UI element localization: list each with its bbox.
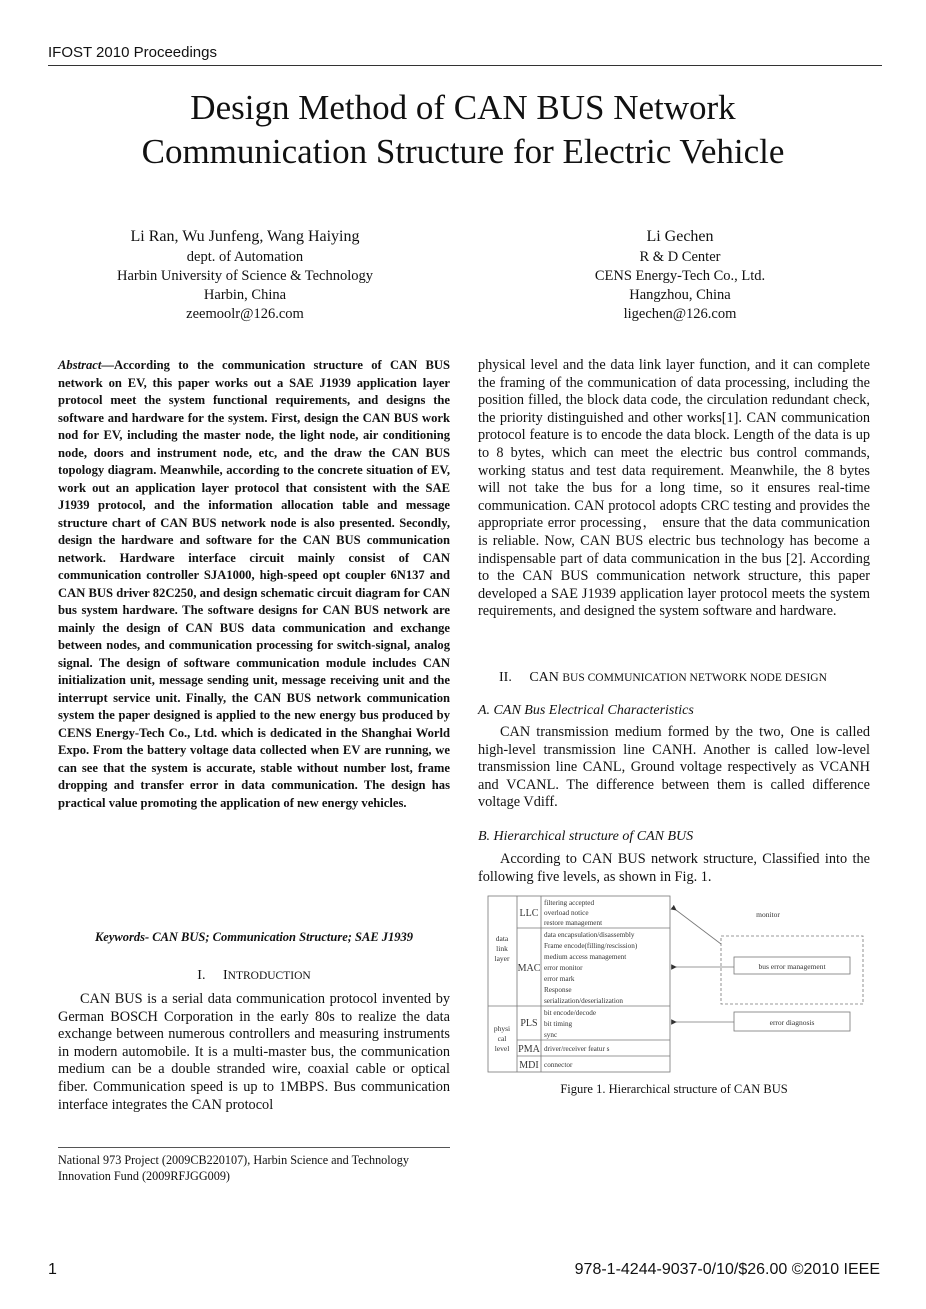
author-names: Li Ran, Wu Junfeng, Wang Haiying bbox=[130, 228, 360, 245]
subsection-heading-hierarchy: B. Hierarchical structure of CAN BUS bbox=[478, 829, 694, 844]
error-diagnosis-label: error diagnosis bbox=[769, 1018, 815, 1027]
pls-item: bit encode/decode bbox=[544, 1009, 597, 1017]
group-label: level bbox=[494, 1044, 510, 1053]
author-dept: R & D Center bbox=[639, 249, 721, 265]
author-city: Harbin, China bbox=[203, 287, 287, 303]
subsection-heading-electrical: A. CAN Bus Electrical Characteristics bbox=[478, 703, 694, 718]
heading-rest: NTRODUCTION bbox=[227, 970, 311, 982]
author-block-right bbox=[500, 226, 860, 324]
figure-caption: Figure 1. Hierarchical structure of CAN BUS bbox=[560, 1082, 788, 1096]
running-header: IFOST 2010 Proceedings bbox=[48, 44, 217, 61]
mac-item: error monitor bbox=[544, 964, 583, 972]
author-org: CENS Energy-Tech Co., Ltd. bbox=[594, 268, 766, 284]
subsection-paragraph bbox=[478, 851, 870, 886]
author-email: zeemoolr@126.com bbox=[186, 306, 304, 322]
page-number: 1 bbox=[48, 1261, 57, 1278]
author-dept: dept. of Automation bbox=[186, 249, 304, 265]
llc-item: overload notice bbox=[544, 909, 589, 917]
intro-paragraph bbox=[58, 991, 450, 1114]
abstract bbox=[58, 357, 450, 812]
subsection-text: According to CAN BUS network structure, Classified into the following five levels, as shown in Fig. 1. bbox=[478, 851, 870, 885]
body-paragraph bbox=[478, 357, 870, 621]
abstract-lead: Abstract bbox=[58, 358, 102, 372]
group-label: link bbox=[496, 944, 508, 953]
mac-item: serialization/deserialization bbox=[544, 997, 624, 1005]
subsection-text: CAN transmission medium formed by the two, One is called high-level transmission line CANH. Another is called low-level transmission line CANL, Ground voltage respectively as VCANH and VCANL. The difference between them is called difference voltage Vdiff. bbox=[478, 724, 870, 811]
group-label: physi bbox=[493, 1024, 511, 1033]
heading-rest: BUS COMMUNICATION NETWORK NODE DESIGN bbox=[562, 672, 827, 684]
author-block-left bbox=[60, 226, 430, 324]
pls-item: sync bbox=[544, 1031, 558, 1039]
title-line-2: Communication Structure for Electric Vehicle bbox=[141, 132, 785, 171]
footnote-rule bbox=[58, 1147, 450, 1148]
pma-item: driver/receiver featur s bbox=[544, 1045, 610, 1053]
llc-item: filtering accepted bbox=[544, 899, 595, 907]
header-rule bbox=[48, 65, 882, 66]
footnote: National 973 Project (2009CB220107), Harbin Science and Technology Innovation Fund (2009RFJGG009) bbox=[58, 1153, 409, 1183]
copyright-line: 978-1-4244-9037-0/10/$26.00 ©2010 IEEE bbox=[574, 1261, 880, 1278]
layer-label-mdi: MDI bbox=[519, 1060, 539, 1071]
mac-item: medium access management bbox=[544, 953, 627, 961]
mdi-item: connector bbox=[544, 1061, 573, 1069]
bus-error-label: bus error management bbox=[758, 962, 826, 971]
mac-item: Response bbox=[544, 986, 572, 994]
monitor-label: monitor bbox=[756, 910, 780, 919]
author-org: Harbin University of Science & Technology bbox=[116, 268, 374, 284]
hierarchy-figure bbox=[486, 894, 866, 1076]
subsection-paragraph bbox=[478, 724, 870, 812]
heading-initial: I bbox=[222, 968, 228, 983]
section-heading-introduction bbox=[58, 968, 450, 984]
mac-item: error mark bbox=[544, 975, 575, 983]
body-text: physical level and the data link layer function, and it can complete the framing of the communication of data processing, including the position filled, the block data code, the circulation redundant check, the priority distinguished and other works[1]. CAN communication protocol feature is to encode the data block. Length of the data is up to 8 bytes, which can meet the electric bus control commands, working status and test data requirement. Meanwhile, the 8 bytes will not take the bus for a long time, so it ensures real-time communication. CAN protocol adopts CRC testing and provides the appropriate error processing， ensure that the data communication is reliable. Now, CAN BUS electric bus technology has become a indispensable part of data communication in the bus [2]. According to the CAN BUS communication network structure, this paper developed a SAE J1939 application layer protocol meets the system requirements, and designed the system software and hardware. bbox=[478, 357, 870, 620]
intro-text: CAN BUS is a serial data communication protocol invented by German BOSCH Corporation in the early 80s to realize the data exchange between numerous controllers and measuring instruments in modern automobile. It is a multi-master bus, the communication medium can be a double stranded wire, coaxial cable or optical fiber. Communication speed is up to 1MBPS. Bus communication interface integrates the CAN protocol bbox=[58, 991, 450, 1113]
layer-label-llc: LLC bbox=[519, 908, 539, 919]
pls-item: bit timing bbox=[544, 1020, 573, 1028]
layer-label-mac: MAC bbox=[517, 963, 541, 974]
group-label: layer bbox=[494, 954, 510, 963]
keywords: Keywords- CAN BUS; Communication Structure; SAE J1939 bbox=[94, 930, 414, 944]
paper-title bbox=[60, 86, 866, 174]
group-label: data bbox=[495, 934, 509, 943]
author-city: Hangzhou, China bbox=[629, 287, 731, 303]
abstract-text: —According to the communication structure of CAN BUS network on EV, this paper works out a SAE J1939 application layer protocol meet the system functional requirements, and designs the software and hardware for the system. First, design the CAN BUS work nod for EV, including the master node, the light node, air conditioning node, doors and instrument node, etc, and the draw the CAN BUS topology diagram. Meanwhile, according to the concrete situation of EV, work out an application layer protocol that consistent with the SAE J1939 protocol, and the information allocation table and message structure chart of CAN BUS network node is also presented. Secondly, design the hardware and software for the CAN BUS communication network. Hardware interface circuit mainly consist of CAN communication controller SJA1000, high-speed opt coupler 6N137 and CAN BUS driver 82C250, and design schematic circuit diagram for CAN bus system hardware. The software designs for CAN BUS network are mainly the design of CAN BUS data communication and exchange between nodes, and communication processing for switch-signal, analog signal. The design of software communication module includes CAN initialization unit, message sending unit, message receiving unit and the interrupt service unit. Finally, the CAN BUS network communication system the paper designed is applied to the new energy bus produced by CENS Energy-Tech Co., Ltd. which is dedicated in the Shanghai World Expo. From the battery voltage data collected when EV are running, we can see that the system is accurate, stable without number lost, frame dropping and transfer error in data communication. The design has practical value promoting the application of new energy vehicles. bbox=[58, 358, 450, 810]
title-line-1: Design Method of CAN BUS Network bbox=[190, 88, 736, 127]
group-label: cal bbox=[497, 1034, 507, 1043]
author-names: Li Gechen bbox=[646, 228, 714, 245]
mac-item: Frame encode(filling/rescission) bbox=[544, 942, 638, 950]
section-heading-node-design bbox=[478, 670, 870, 686]
layer-label-pma: PMA bbox=[518, 1044, 540, 1055]
figure-connector bbox=[676, 910, 721, 944]
section-number: I. bbox=[197, 968, 206, 983]
mac-item: data encapsulation/disassembly bbox=[544, 931, 635, 939]
section-number: II. bbox=[499, 670, 512, 685]
llc-item: restore management bbox=[544, 919, 603, 927]
heading-can: CAN bbox=[529, 670, 563, 685]
layer-label-pls: PLS bbox=[520, 1018, 538, 1029]
author-email: ligechen@126.com bbox=[623, 306, 737, 322]
